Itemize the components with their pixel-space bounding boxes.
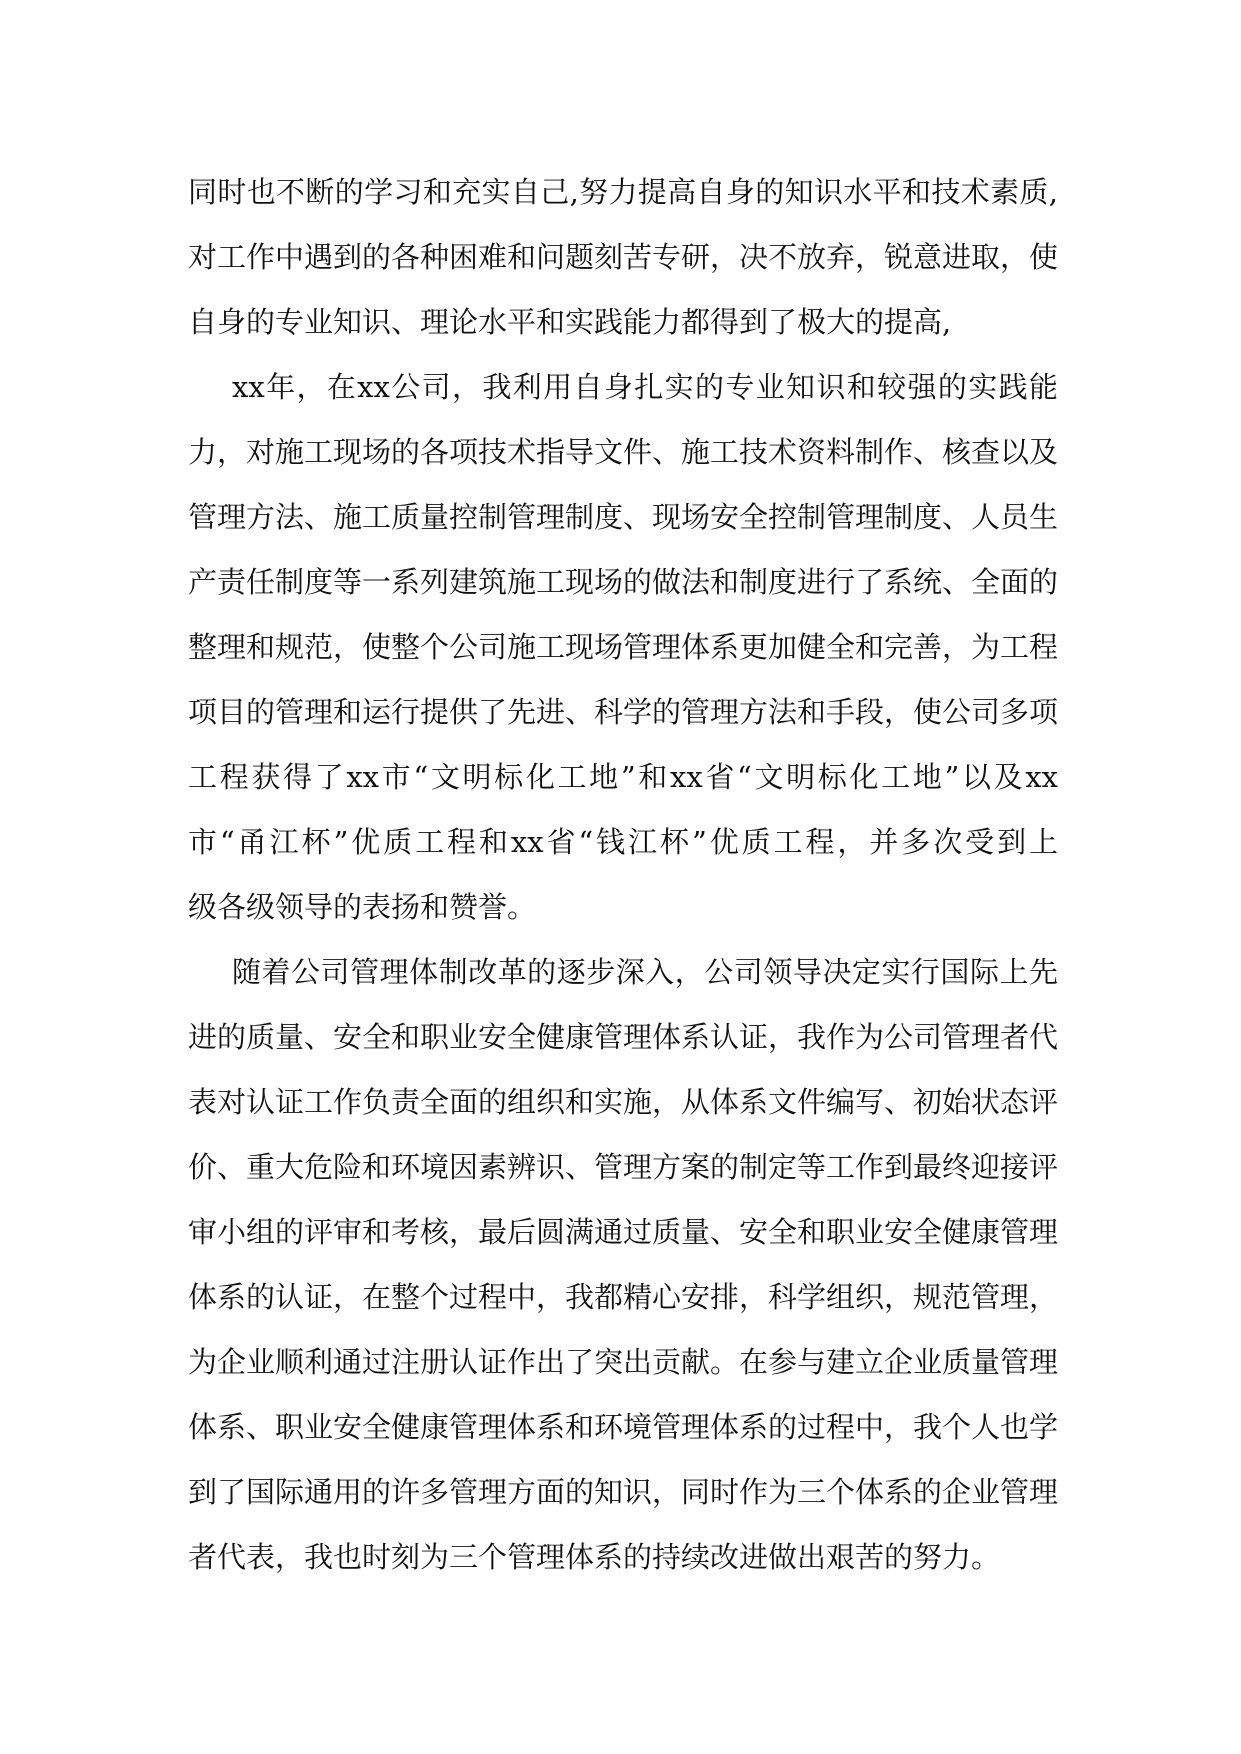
paragraph-line: 整理和规范，使整个公司施工现场管理体系更加健全和完善，为工程 <box>188 630 1059 664</box>
paragraph-line: 市“甬江杯”优质工程和xx省“钱江杯”优质工程，并多次受到上 <box>188 825 1058 859</box>
paragraph-first-line: xx年，在xx公司，我利用自身扎实的专业知识和较强的实践能 <box>232 370 1058 404</box>
paragraph-line: 力，对施工现场的各项技术指导文件、施工技术资料制作、核查以及 <box>188 435 1059 469</box>
paragraph-first-line: 随着公司管理体制改革的逐步深入，公司领导决定实行国际上先 <box>232 955 1058 989</box>
paragraph-line: 工程获得了xx市“文明标化工地”和xx省“文明标化工地”以及xx <box>188 760 1058 794</box>
paragraph-line: 进的质量、安全和职业安全健康管理体系认证，我作为公司管理者代 <box>188 1020 1059 1054</box>
paragraph-line: 同时也不断的学习和充实自己,努力提高自身的知识水平和技术素质, <box>188 175 1058 209</box>
paragraph-line: 管理方法、施工质量控制管理制度、现场安全控制管理制度、人员生 <box>188 500 1059 534</box>
paragraph-line: 审小组的评审和考核，最后圆满通过质量、安全和职业安全健康管理 <box>188 1215 1059 1249</box>
paragraph-line: 表对认证工作负责全面的组织和实施，从体系文件编写、初始状态评 <box>188 1085 1059 1119</box>
document-body <box>188 160 1058 1590</box>
paragraph-line: 体系的认证，在整个过程中，我都精心安排，科学组织，规范管理， <box>188 1280 1059 1314</box>
paragraph-line: 为企业顺利通过注册认证作出了突出贡献。在参与建立企业质量管理 <box>188 1345 1059 1379</box>
paragraph-line: 者代表，我也时刻为三个管理体系的持续改进做出艰苦的努力。 <box>188 1540 1001 1574</box>
paragraph-line: 项目的管理和运行提供了先进、科学的管理方法和手段，使公司多项 <box>188 695 1059 729</box>
paragraph-line: 对工作中遇到的各种困难和问题刻苦专研，决不放弃，锐意进取，使 <box>188 240 1059 274</box>
paragraph-line: 产责任制度等一系列建筑施工现场的做法和制度进行了系统、全面的 <box>188 565 1059 599</box>
paragraph-line: 自身的专业知识、理论水平和实践能力都得到了极大的提高, <box>188 305 952 339</box>
paragraph-line: 到了国际通用的许多管理方面的知识，同时作为三个体系的企业管理 <box>188 1475 1059 1509</box>
paragraph-line: 级各级领导的表扬和赞誉。 <box>188 890 537 924</box>
paragraph-line: 体系、职业安全健康管理体系和环境管理体系的过程中，我个人也学 <box>188 1410 1059 1444</box>
paragraph-line: 价、重大危险和环境因素辨识、管理方案的制定等工作到最终迎接评 <box>188 1150 1059 1184</box>
